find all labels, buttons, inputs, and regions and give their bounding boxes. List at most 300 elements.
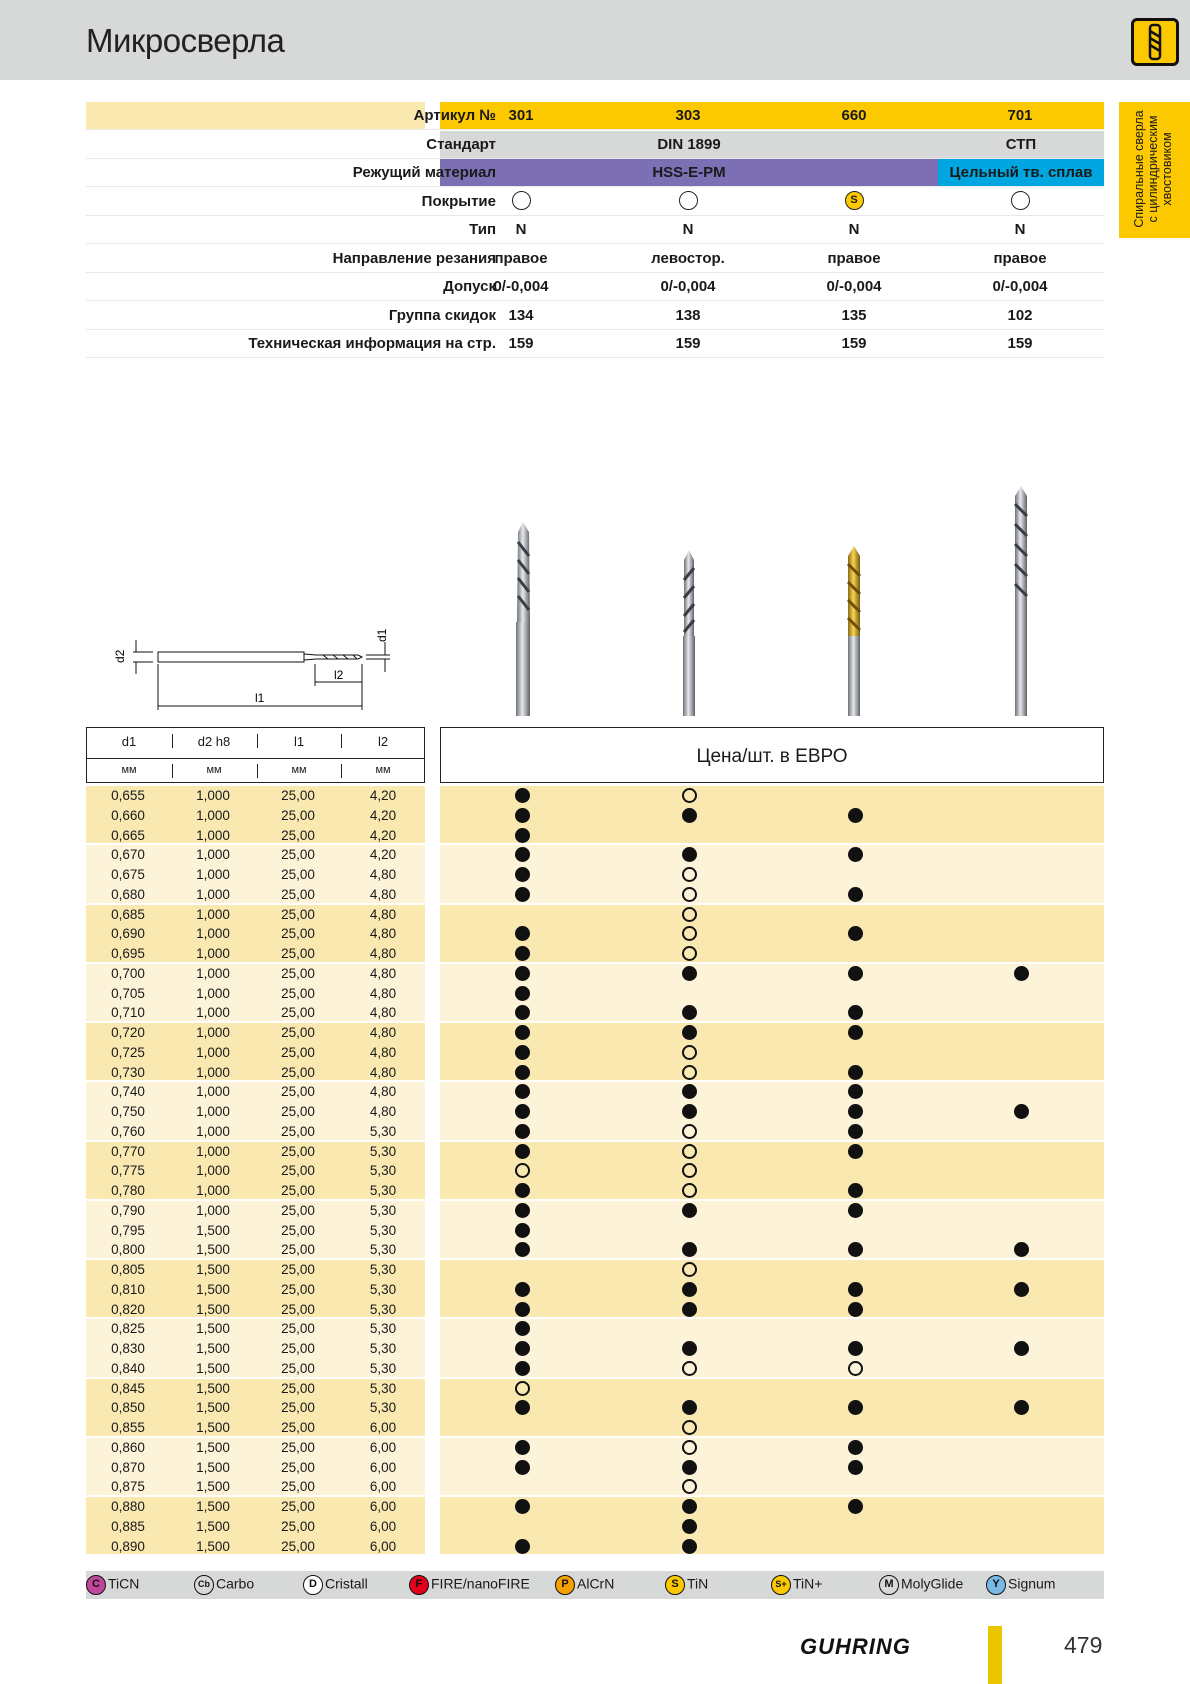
cell-l1: 25,00: [281, 886, 315, 902]
techinfo-cell: 159: [675, 335, 701, 352]
alternate-marker[interactable]: [682, 1045, 697, 1060]
alternate-marker[interactable]: [682, 1124, 697, 1139]
cell-d1: 0,775: [111, 1163, 145, 1179]
cell-d1: 0,885: [111, 1518, 145, 1534]
table-row[interactable]: [86, 1003, 1104, 1023]
cell-l2: 5,30: [369, 1163, 397, 1179]
table-row[interactable]: [86, 905, 1104, 925]
cell-l2: 5,30: [369, 1262, 397, 1277]
available-marker[interactable]: [515, 1242, 530, 1257]
cell-d1: 0,690: [111, 926, 145, 942]
available-marker[interactable]: [515, 847, 530, 862]
cell-d1: 0,805: [111, 1262, 145, 1277]
available-marker[interactable]: [515, 1282, 530, 1297]
available-marker[interactable]: [848, 926, 863, 941]
cell-d1: 0,840: [111, 1360, 145, 1376]
available-marker[interactable]: [1014, 1282, 1029, 1297]
available-marker[interactable]: [682, 1104, 697, 1119]
direction-cell: левостор.: [651, 249, 725, 267]
cell-d1: 0,845: [111, 1380, 145, 1396]
table-row[interactable]: [86, 1201, 1104, 1221]
cell-l2: 6,00: [369, 1518, 397, 1534]
unit-d2: мм: [206, 764, 222, 776]
available-marker[interactable]: [682, 1539, 697, 1554]
alternate-marker[interactable]: [682, 1183, 697, 1198]
available-marker[interactable]: [515, 1341, 530, 1356]
available-marker[interactable]: [1014, 1341, 1029, 1356]
available-marker[interactable]: [848, 1025, 863, 1040]
col-sep: [172, 734, 173, 748]
available-marker[interactable]: [682, 1341, 697, 1356]
table-row[interactable]: [86, 1438, 1104, 1458]
table-row[interactable]: [86, 1221, 1104, 1241]
cell-d1: 0,700: [111, 965, 145, 981]
alternate-marker[interactable]: [682, 788, 697, 803]
cell-l1: 25,00: [281, 1380, 315, 1396]
available-marker[interactable]: [1014, 1104, 1029, 1119]
available-marker[interactable]: [515, 1460, 530, 1475]
drill-photo-701: [1008, 486, 1034, 716]
coating-none-icon: [1011, 191, 1030, 210]
cell-l1: 25,00: [281, 867, 315, 882]
available-marker[interactable]: [848, 1499, 863, 1514]
cell-d1: 0,780: [111, 1183, 145, 1198]
alternate-marker[interactable]: [682, 1479, 697, 1494]
table-row[interactable]: [86, 1300, 1104, 1320]
alternate-marker[interactable]: [682, 1262, 697, 1277]
techinfo-row: [86, 330, 1104, 358]
article-cell[interactable]: 301: [508, 107, 534, 124]
cell-l1: 25,00: [281, 1341, 315, 1356]
available-marker[interactable]: [515, 788, 530, 803]
cell-l1: 25,00: [281, 1222, 315, 1238]
cell-l2: 6,00: [369, 1479, 397, 1495]
tolerance-row-label: Допуск: [443, 278, 496, 295]
available-marker[interactable]: [682, 966, 697, 981]
price-header: [440, 727, 1104, 783]
table-row[interactable]: [86, 1517, 1104, 1537]
cell-l1: 25,00: [281, 1281, 315, 1297]
cell-d2: 1,000: [196, 1005, 230, 1021]
table-row[interactable]: [86, 1260, 1104, 1280]
cell-d1: 0,760: [111, 1123, 145, 1139]
direction-cell: правое: [827, 249, 881, 267]
table-row[interactable]: [86, 1398, 1104, 1418]
tolerance-cell: 0/-0,004: [493, 278, 549, 295]
material-carbide: Цельный тв. сплав: [949, 164, 1093, 181]
side-tab-line-1: Спиральные сверла: [1132, 110, 1146, 228]
table-row[interactable]: [86, 1418, 1104, 1438]
standard-other: СТП: [1005, 135, 1037, 153]
cell-l1: 25,00: [281, 1499, 315, 1514]
legend-item: [86, 1575, 139, 1595]
cell-d1: 0,795: [111, 1222, 145, 1238]
available-marker[interactable]: [848, 1104, 863, 1119]
cell-d2: 1,000: [196, 1202, 230, 1218]
available-marker[interactable]: [515, 1084, 530, 1099]
cell-d1: 0,660: [111, 807, 145, 823]
alternate-marker[interactable]: [682, 1440, 697, 1455]
legend-label: FIRE/nanoFIRE: [431, 1575, 530, 1592]
available-marker[interactable]: [515, 1183, 530, 1198]
coating-legend: [86, 1571, 1104, 1599]
cell-l1: 25,00: [281, 827, 315, 843]
standard-din: DIN 1899: [657, 135, 721, 153]
table-row[interactable]: [86, 845, 1104, 865]
cell-l2: 6,00: [369, 1420, 397, 1435]
cell-l2: 6,00: [369, 1499, 397, 1514]
coating-row-label: Покрытие: [421, 192, 496, 210]
cell-d2: 1,000: [196, 1104, 230, 1119]
available-marker[interactable]: [682, 1203, 697, 1218]
drill-photo-303: [678, 550, 700, 716]
cell-d1: 0,800: [111, 1242, 145, 1258]
drill-dimension-diagram: [108, 620, 408, 720]
cell-l1: 25,00: [281, 1025, 315, 1040]
article-cell[interactable]: 303: [675, 107, 701, 124]
available-marker[interactable]: [515, 808, 530, 823]
cell-l1: 25,00: [281, 1301, 315, 1317]
available-marker[interactable]: [515, 1005, 530, 1020]
table-row[interactable]: [86, 1497, 1104, 1517]
available-marker[interactable]: [515, 1025, 530, 1040]
table-row[interactable]: [86, 1043, 1104, 1063]
available-marker[interactable]: [515, 1104, 530, 1119]
alternate-marker[interactable]: [682, 1361, 697, 1376]
article-cell[interactable]: 701: [1007, 107, 1033, 124]
available-marker[interactable]: [848, 1302, 863, 1317]
cell-l1: 25,00: [281, 1439, 315, 1455]
direction-cell: правое: [993, 249, 1047, 267]
cell-d1: 0,680: [111, 886, 145, 902]
table-row[interactable]: [86, 1359, 1104, 1379]
price-header-title: Цена/шт. в ЕВРО: [696, 746, 848, 767]
available-marker[interactable]: [682, 1302, 697, 1317]
alternate-marker[interactable]: [682, 1163, 697, 1178]
cell-l1: 25,00: [281, 1183, 315, 1198]
cell-l1: 25,00: [281, 1123, 315, 1139]
alternate-marker[interactable]: [682, 946, 697, 961]
available-marker[interactable]: [848, 1065, 863, 1080]
cell-d2: 1,500: [196, 1400, 230, 1416]
table-row[interactable]: [86, 1023, 1104, 1043]
available-marker[interactable]: [515, 1223, 530, 1238]
table-row[interactable]: [86, 984, 1104, 1004]
cell-d2: 1,000: [196, 1025, 230, 1040]
table-row[interactable]: [86, 1161, 1104, 1181]
alternate-marker[interactable]: [682, 887, 697, 902]
available-marker[interactable]: [848, 887, 863, 902]
available-marker[interactable]: [1014, 966, 1029, 981]
available-marker[interactable]: [515, 966, 530, 981]
cell-d1: 0,830: [111, 1341, 145, 1356]
available-marker[interactable]: [515, 887, 530, 902]
coating-badge-icon: Cb: [194, 1575, 214, 1595]
available-marker[interactable]: [515, 1302, 530, 1317]
col-l1-header: l1: [293, 734, 305, 749]
available-marker[interactable]: [515, 926, 530, 941]
page-number: 479: [1064, 1632, 1103, 1658]
alternate-marker[interactable]: [515, 1163, 530, 1178]
table-row[interactable]: [86, 1063, 1104, 1083]
cell-l2: 5,30: [369, 1341, 397, 1356]
table-row[interactable]: [86, 885, 1104, 905]
available-marker[interactable]: [848, 808, 863, 823]
available-marker[interactable]: [515, 1124, 530, 1139]
col-sep: [172, 764, 173, 778]
cell-d2: 1,000: [196, 788, 230, 803]
available-marker[interactable]: [848, 1341, 863, 1356]
cell-d2: 1,000: [196, 985, 230, 1001]
cell-l2: 4,80: [369, 946, 397, 961]
available-marker[interactable]: [682, 1499, 697, 1514]
available-marker[interactable]: [848, 1400, 863, 1415]
available-marker[interactable]: [848, 966, 863, 981]
available-marker[interactable]: [515, 1203, 530, 1218]
cell-d1: 0,880: [111, 1499, 145, 1514]
available-marker[interactable]: [682, 1400, 697, 1415]
cell-d2: 1,000: [196, 847, 230, 863]
available-marker[interactable]: [848, 1460, 863, 1475]
available-marker[interactable]: [848, 1144, 863, 1159]
cell-l1: 25,00: [281, 1420, 315, 1435]
coating-badge-icon: D: [303, 1575, 323, 1595]
available-marker[interactable]: [515, 986, 530, 1001]
table-row[interactable]: [86, 964, 1104, 984]
available-marker[interactable]: [515, 1045, 530, 1060]
available-marker[interactable]: [848, 1124, 863, 1139]
available-marker[interactable]: [515, 1321, 530, 1336]
cell-l2: 4,80: [369, 1084, 397, 1100]
table-row[interactable]: [86, 1181, 1104, 1201]
table-row[interactable]: [86, 1458, 1104, 1478]
cell-d2: 1,500: [196, 1439, 230, 1455]
cell-l2: 4,20: [369, 847, 397, 863]
cell-d1: 0,825: [111, 1321, 145, 1337]
article-row-label: Артикул №: [413, 107, 496, 124]
legend-item: [194, 1575, 254, 1595]
available-marker[interactable]: [515, 1499, 530, 1514]
cell-d2: 1,500: [196, 1222, 230, 1238]
available-marker[interactable]: [848, 1183, 863, 1198]
available-marker[interactable]: [682, 847, 697, 862]
article-row: [86, 102, 1104, 130]
table-row[interactable]: [86, 1379, 1104, 1399]
cell-d2: 1,500: [196, 1281, 230, 1297]
discount-row-label: Группа скидок: [388, 306, 496, 324]
available-marker[interactable]: [515, 1440, 530, 1455]
cell-l2: 4,80: [369, 1064, 397, 1080]
cell-l2: 5,30: [369, 1183, 397, 1198]
cell-d2: 1,000: [196, 1084, 230, 1100]
drill-photo-301: [510, 522, 536, 716]
d1-label: d1: [375, 628, 389, 642]
cell-l1: 25,00: [281, 1262, 315, 1277]
available-marker[interactable]: [848, 1084, 863, 1099]
footer-accent-bar: [988, 1626, 1002, 1684]
available-marker[interactable]: [1014, 1242, 1029, 1257]
cell-d1: 0,890: [111, 1538, 145, 1554]
cell-d1: 0,855: [111, 1420, 145, 1435]
coating-badge-icon: Y: [986, 1575, 1006, 1595]
cell-l1: 25,00: [281, 847, 315, 863]
alternate-marker[interactable]: [682, 1144, 697, 1159]
tolerance-row: [86, 273, 1104, 301]
discount-cell: 134: [508, 306, 534, 324]
cell-d2: 1,000: [196, 827, 230, 843]
cell-l2: 5,30: [369, 1222, 397, 1238]
cell-d1: 0,850: [111, 1400, 145, 1416]
coating-cell: [771, 191, 937, 210]
table-row[interactable]: [86, 865, 1104, 885]
coating-tin-icon: S: [845, 191, 864, 210]
cell-d2: 1,000: [196, 1163, 230, 1179]
available-marker[interactable]: [515, 1539, 530, 1554]
cell-d2: 1,500: [196, 1360, 230, 1376]
cell-l1: 25,00: [281, 965, 315, 981]
cell-d1: 0,725: [111, 1044, 145, 1060]
cell-d2: 1,500: [196, 1499, 230, 1514]
cell-d1: 0,820: [111, 1301, 145, 1317]
cell-l1: 25,00: [281, 1005, 315, 1021]
coating-badge-icon: S+: [771, 1575, 791, 1595]
cell-d1: 0,770: [111, 1143, 145, 1159]
alternate-marker[interactable]: [515, 1381, 530, 1396]
available-marker[interactable]: [848, 1203, 863, 1218]
unit-l2: мм: [375, 764, 391, 776]
available-marker[interactable]: [682, 1242, 697, 1257]
table-row[interactable]: [86, 1102, 1104, 1122]
standard-row: [86, 131, 1104, 159]
side-tab-line-2: с цилиндрическим: [1146, 115, 1160, 223]
alternate-marker[interactable]: [682, 1065, 697, 1080]
techinfo-cell: 159: [508, 335, 534, 352]
cell-l1: 25,00: [281, 985, 315, 1001]
cell-l1: 25,00: [281, 1104, 315, 1119]
cell-d2: 1,000: [196, 886, 230, 902]
cell-d1: 0,730: [111, 1064, 145, 1080]
cell-d1: 0,870: [111, 1459, 145, 1475]
brand-logo: GUHRING: [800, 1634, 911, 1659]
table-row[interactable]: [86, 1319, 1104, 1339]
standard-row-label: Стандарт: [426, 135, 496, 153]
available-marker[interactable]: [848, 1005, 863, 1020]
alternate-marker[interactable]: [682, 867, 697, 882]
cell-l2: 5,30: [369, 1242, 397, 1258]
coating-badge-icon: M: [879, 1575, 899, 1595]
cell-d2: 1,500: [196, 1518, 230, 1534]
table-row[interactable]: [86, 1339, 1104, 1359]
article-label-band: [86, 102, 425, 130]
row-divider: [86, 357, 1104, 358]
cell-d2: 1,500: [196, 1301, 230, 1317]
tolerance-cell: 0/-0,004: [826, 278, 882, 295]
discount-cell: 135: [841, 306, 867, 324]
available-marker[interactable]: [515, 1065, 530, 1080]
available-marker[interactable]: [515, 946, 530, 961]
table-row[interactable]: [86, 1142, 1104, 1162]
cell-l1: 25,00: [281, 1044, 315, 1060]
alternate-marker[interactable]: [682, 926, 697, 941]
table-row[interactable]: [86, 786, 1104, 806]
available-marker[interactable]: [848, 1282, 863, 1297]
material-row-label: Режущий материал: [352, 164, 496, 181]
col-d2-header: d2 h8: [197, 734, 231, 749]
coating-cell: [438, 191, 604, 210]
cell-d2: 1,000: [196, 965, 230, 981]
cell-d2: 1,000: [196, 1123, 230, 1139]
legend-item: [771, 1575, 822, 1595]
legend-label: Carbo: [216, 1575, 255, 1592]
available-marker[interactable]: [682, 1025, 697, 1040]
available-marker[interactable]: [682, 1282, 697, 1297]
available-marker[interactable]: [682, 1084, 697, 1099]
cell-l2: 4,80: [369, 1104, 397, 1119]
table-row[interactable]: [86, 1537, 1104, 1557]
coating-cell: [605, 191, 771, 210]
table-row[interactable]: [86, 1280, 1104, 1300]
alternate-marker[interactable]: [848, 1361, 863, 1376]
material-row: [86, 159, 1104, 187]
material-hss: HSS-E-PM: [652, 164, 726, 181]
cell-l2: 6,00: [369, 1439, 397, 1455]
cell-l1: 25,00: [281, 946, 315, 961]
legend-label: TiCN: [108, 1575, 140, 1592]
table-row[interactable]: [86, 944, 1104, 964]
article-cell[interactable]: 660: [841, 107, 867, 124]
available-marker[interactable]: [848, 847, 863, 862]
table-row[interactable]: [86, 806, 1104, 826]
available-marker[interactable]: [515, 1144, 530, 1159]
alternate-marker[interactable]: [682, 907, 697, 922]
table-row[interactable]: [86, 1240, 1104, 1260]
cell-l1: 25,00: [281, 926, 315, 942]
cell-d2: 1,000: [196, 1064, 230, 1080]
cell-d2: 1,000: [196, 807, 230, 823]
table-row[interactable]: [86, 826, 1104, 846]
available-marker[interactable]: [515, 1400, 530, 1415]
cell-d2: 1,500: [196, 1321, 230, 1337]
available-marker[interactable]: [515, 867, 530, 882]
available-marker[interactable]: [682, 1519, 697, 1534]
cell-l2: 4,80: [369, 1044, 397, 1060]
legend-label: AlCrN: [577, 1575, 615, 1592]
available-marker[interactable]: [515, 1361, 530, 1376]
available-marker[interactable]: [682, 1005, 697, 1020]
available-marker[interactable]: [848, 1440, 863, 1455]
coating-badge-icon: C: [86, 1575, 106, 1595]
table-row[interactable]: [86, 1082, 1104, 1102]
cell-l1: 25,00: [281, 788, 315, 803]
legend-item: [303, 1575, 368, 1595]
available-marker[interactable]: [848, 1242, 863, 1257]
cell-d1: 0,720: [111, 1025, 145, 1040]
unit-d1: мм: [121, 764, 137, 776]
available-marker[interactable]: [682, 808, 697, 823]
available-marker[interactable]: [515, 828, 530, 843]
available-marker[interactable]: [1014, 1400, 1029, 1415]
alternate-marker[interactable]: [682, 1420, 697, 1435]
cell-l1: 25,00: [281, 1321, 315, 1337]
table-row[interactable]: [86, 1477, 1104, 1497]
available-marker[interactable]: [682, 1460, 697, 1475]
discount-row: [86, 302, 1104, 330]
cell-d2: 1,500: [196, 1341, 230, 1356]
table-row[interactable]: [86, 1122, 1104, 1142]
cell-l1: 25,00: [281, 1143, 315, 1159]
cell-d2: 1,000: [196, 906, 230, 922]
table-row[interactable]: [86, 924, 1104, 944]
